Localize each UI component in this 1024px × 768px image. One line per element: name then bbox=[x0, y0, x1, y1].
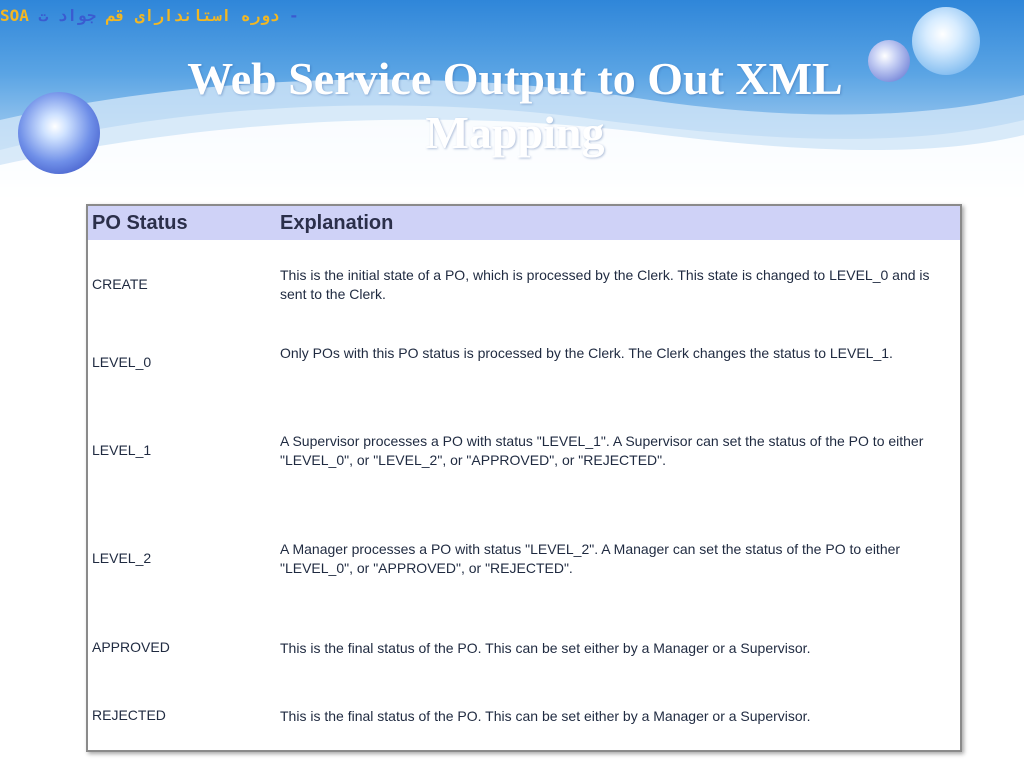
explanation-cell: This is the initial state of a PO, which is processed by the Clerk. This state is changed to LEVEL_0 and is sent to the Clerk. bbox=[280, 267, 930, 302]
slide-title-line2: Mapping bbox=[425, 107, 605, 158]
table-row bbox=[88, 684, 960, 746]
course-name: SOA دوره استاندارای قم bbox=[0, 6, 280, 25]
column-header-explanation: Explanation bbox=[280, 212, 394, 234]
status-cell: LEVEL_2 bbox=[92, 550, 152, 566]
status-cell: LEVEL_1 bbox=[92, 442, 152, 458]
status-cell: CREATE bbox=[92, 276, 148, 292]
decorative-orb-left bbox=[18, 92, 100, 174]
table-header-row bbox=[88, 206, 960, 240]
table-row bbox=[88, 616, 960, 684]
course-header-text bbox=[0, 6, 299, 25]
po-status-table bbox=[86, 204, 962, 752]
table-row bbox=[88, 240, 960, 328]
author-name: جواد ت - bbox=[38, 6, 299, 25]
explanation-cell: This is the final status of the PO. This can be set either by a Manager or a Supervisor. bbox=[280, 708, 811, 724]
slide-title bbox=[100, 52, 930, 160]
explanation-cell: Only POs with this PO status is processed by the Clerk. The Clerk changes the status to LEVEL_1. bbox=[280, 345, 893, 361]
explanation-cell: A Manager processes a PO with status "LEVEL_2". A Manager can set the status of the PO to either "LEVEL_0", or "APPROVED", or "REJECTED". bbox=[280, 541, 901, 576]
explanation-cell: This is the final status of the PO. This can be set either by a Manager or a Supervisor. bbox=[280, 640, 811, 656]
status-cell: REJECTED bbox=[92, 707, 166, 723]
table-row bbox=[88, 508, 960, 616]
table-row bbox=[88, 328, 960, 398]
explanation-cell: A Supervisor processes a PO with status "LEVEL_1". A Supervisor can set the status of the PO to either "LEVEL_0", or "LEVEL_2", or "APPROVED", or "REJECTED". bbox=[280, 433, 924, 468]
column-header-po-status: PO Status bbox=[92, 212, 188, 234]
status-cell: LEVEL_0 bbox=[92, 354, 152, 370]
table-row bbox=[88, 398, 960, 508]
status-cell: APPROVED bbox=[92, 639, 170, 655]
slide-title-line1: Web Service Output to Out XML bbox=[187, 53, 843, 104]
